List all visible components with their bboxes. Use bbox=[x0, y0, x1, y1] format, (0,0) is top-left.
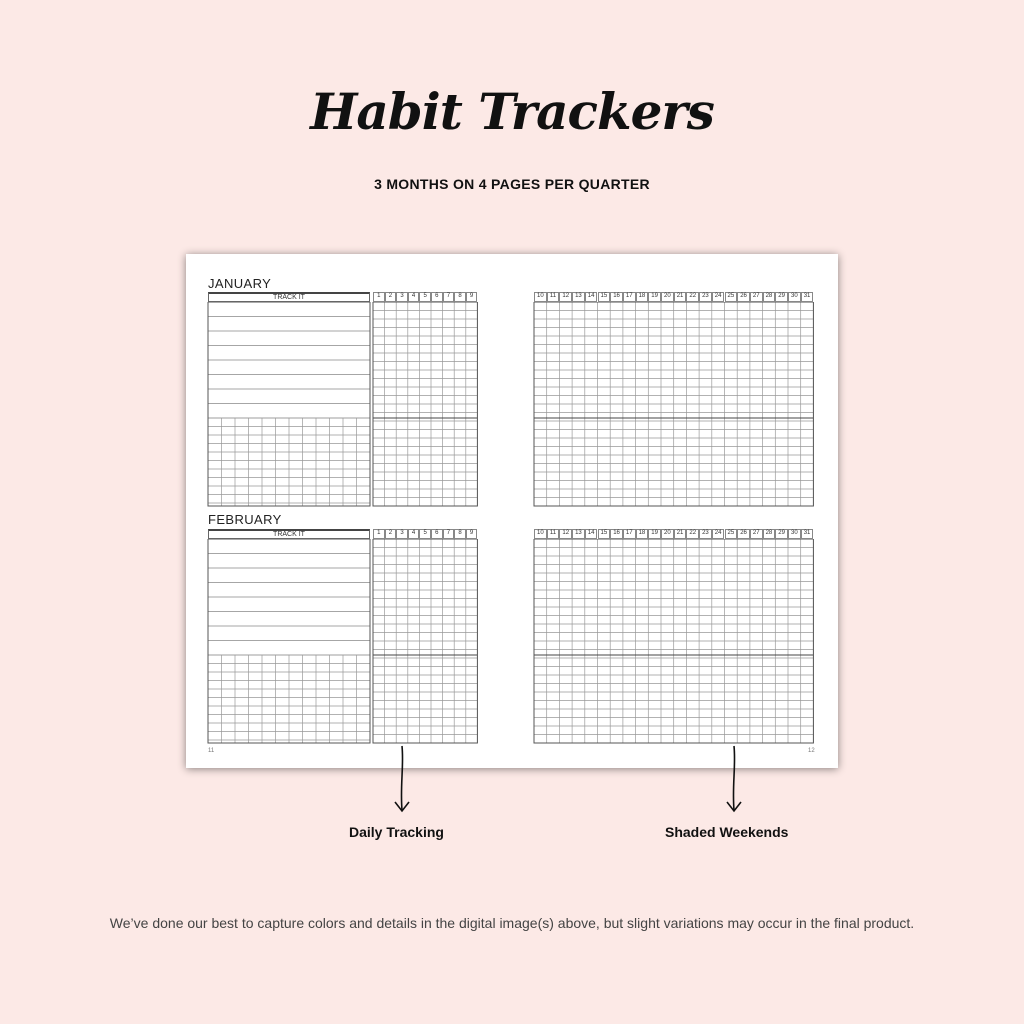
day-header-cell: 19 bbox=[648, 292, 661, 302]
day-header-cell: 27 bbox=[750, 292, 763, 302]
shaded-weekends-caption: Shaded Weekends bbox=[665, 824, 789, 840]
day-header-cell: 20 bbox=[661, 292, 674, 302]
day-header-cell: 5 bbox=[419, 529, 431, 539]
daily-tracking-caption: Daily Tracking bbox=[349, 824, 444, 840]
day-header-cell: 3 bbox=[396, 292, 408, 302]
day-header-cell: 13 bbox=[572, 529, 585, 539]
day-header-cell: 21 bbox=[674, 292, 687, 302]
day-header-cell: 13 bbox=[572, 292, 585, 302]
page-number-left: 11 bbox=[208, 748, 215, 754]
day-header-cell: 18 bbox=[636, 292, 649, 302]
day-header-cell: 21 bbox=[674, 529, 687, 539]
day-header-cell: 25 bbox=[725, 292, 738, 302]
track-it-header: TRACK IT bbox=[208, 292, 370, 302]
day-header-cell: 1 bbox=[373, 292, 385, 302]
day-header-cell: 4 bbox=[408, 529, 420, 539]
day-header-cell: 1 bbox=[373, 529, 385, 539]
day-header-cell: 15 bbox=[598, 292, 611, 302]
month-label: FEBRUARY bbox=[208, 512, 282, 527]
day-header-cell: 17 bbox=[623, 292, 636, 302]
day-header-cell: 28 bbox=[763, 292, 776, 302]
page-number-right: 12 bbox=[808, 748, 815, 754]
day-header-cell: 4 bbox=[408, 292, 420, 302]
day-header-cell: 6 bbox=[431, 292, 443, 302]
day-header-cell: 10 bbox=[534, 292, 547, 302]
tracker-grid bbox=[186, 539, 838, 769]
day-header-cell: 20 bbox=[661, 529, 674, 539]
day-header-cell: 24 bbox=[712, 529, 725, 539]
day-header-cell: 25 bbox=[725, 529, 738, 539]
day-header-cell: 31 bbox=[801, 292, 814, 302]
month-label: JANUARY bbox=[208, 276, 272, 291]
day-header-cell: 12 bbox=[559, 292, 572, 302]
day-header-cell: 2 bbox=[385, 529, 397, 539]
day-header-cell: 31 bbox=[801, 529, 814, 539]
day-header-cell: 19 bbox=[648, 529, 661, 539]
day-header-cell: 7 bbox=[443, 529, 455, 539]
day-header-cell: 16 bbox=[610, 292, 623, 302]
day-header-cell: 10 bbox=[534, 529, 547, 539]
day-header-cell: 27 bbox=[750, 529, 763, 539]
arrow-down-icon bbox=[722, 744, 746, 814]
disclaimer-text: We’ve done our best to capture colors and details in the digital image(s) above, but slight variations may occur in the final product. bbox=[109, 915, 915, 931]
day-header-cell: 7 bbox=[443, 292, 455, 302]
day-header-cell: 3 bbox=[396, 529, 408, 539]
day-header-cell: 14 bbox=[585, 529, 598, 539]
day-header-cell: 18 bbox=[636, 529, 649, 539]
tracker-grid bbox=[186, 302, 838, 532]
day-header-cell: 28 bbox=[763, 529, 776, 539]
day-header-cell: 8 bbox=[454, 292, 466, 302]
day-header-cell: 29 bbox=[775, 292, 788, 302]
day-header-cell: 8 bbox=[454, 529, 466, 539]
arrow-down-icon bbox=[390, 744, 414, 814]
day-header-cell: 2 bbox=[385, 292, 397, 302]
day-header-cell: 14 bbox=[585, 292, 598, 302]
day-header-cell: 15 bbox=[598, 529, 611, 539]
day-header-cell: 17 bbox=[623, 529, 636, 539]
day-header-cell: 23 bbox=[699, 529, 712, 539]
day-header-cell: 11 bbox=[547, 292, 560, 302]
page-title: Habit Trackers bbox=[310, 82, 714, 141]
track-it-header: TRACK IT bbox=[208, 529, 370, 539]
day-header-cell: 16 bbox=[610, 529, 623, 539]
day-header-cell: 30 bbox=[788, 292, 801, 302]
day-header-cell: 22 bbox=[686, 292, 699, 302]
day-header-cell: 22 bbox=[686, 529, 699, 539]
day-header-cell: 23 bbox=[699, 292, 712, 302]
day-header-cell: 12 bbox=[559, 529, 572, 539]
page-subtitle: 3 MONTHS ON 4 PAGES PER QUARTER bbox=[374, 176, 650, 192]
day-header-cell: 6 bbox=[431, 529, 443, 539]
day-header-cell: 26 bbox=[737, 529, 750, 539]
day-header-cell: 26 bbox=[737, 292, 750, 302]
day-header-cell: 9 bbox=[466, 292, 478, 302]
day-header-cell: 24 bbox=[712, 292, 725, 302]
day-header-cell: 30 bbox=[788, 529, 801, 539]
planner-spread bbox=[186, 254, 838, 768]
day-header-cell: 29 bbox=[775, 529, 788, 539]
day-header-cell: 9 bbox=[466, 529, 478, 539]
day-header-cell: 5 bbox=[419, 292, 431, 302]
day-header-cell: 11 bbox=[547, 529, 560, 539]
